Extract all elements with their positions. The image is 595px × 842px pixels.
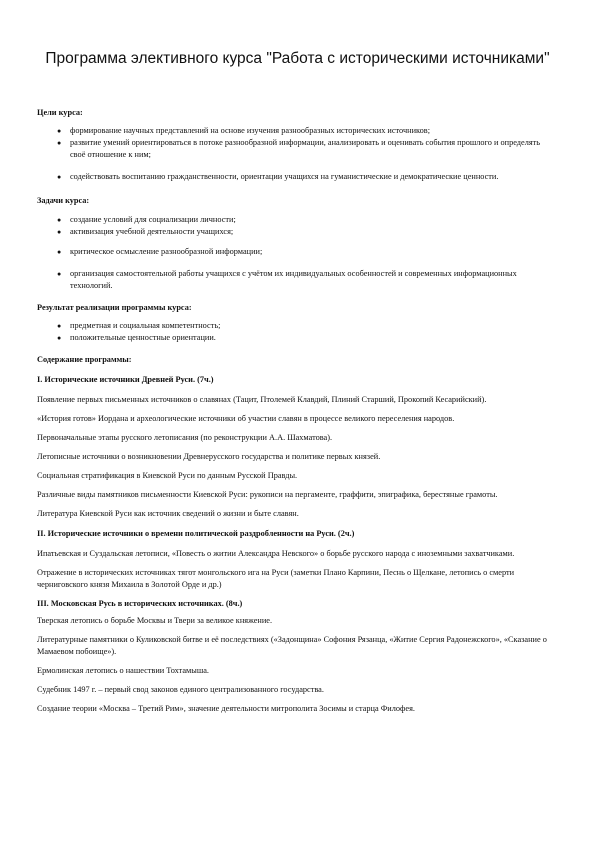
document-body xyxy=(37,107,557,715)
list-item: ● организация самостоятельной работы учащихся с учётом их индивидуальных особенностей и современных информационных технологий. xyxy=(57,269,517,290)
tasks-heading: Задачи курса: xyxy=(37,196,90,205)
list-item: ● развитие умений ориентироваться в потоке разнообразной информации, анализировать и оценивать события прошлого и определять своё отношение к ним; xyxy=(57,138,541,159)
section-2-title: II. Исторические источники о времени политической раздробленности на Руси. (2ч.) xyxy=(37,529,355,538)
paragraph: Отражение в исторических источниках тягот монгольского ига на Руси (заметки Плано Карпини, Песнь о Щелкане, летопись о смерти черниговского князя Михаила в Золотой Орде и др.) xyxy=(37,568,515,589)
bullet-icon: ● xyxy=(57,173,62,181)
list-item: ● активизация учебной деятельности учащихся; xyxy=(57,227,234,236)
bullet-icon: ● xyxy=(57,216,62,224)
list-item: ● положительные ценностные ориентации. xyxy=(57,333,216,342)
list-item: ● создание условий для социализации личности; xyxy=(57,215,236,224)
paragraph: Создание теории «Москва – Третий Рим», значение деятельности митрополита Зосимы и старца Филофея. xyxy=(37,704,415,713)
goals-list xyxy=(37,125,557,183)
list-item: ● предметная и социальная компетентность; xyxy=(57,321,221,330)
list-item: ● формирование научных представлений на основе изучения разнообразных исторических источников; xyxy=(57,126,431,135)
paragraph: «История готов» Иордана и археологические источники об участии славян в процессе великого переселения народов. xyxy=(37,414,455,423)
paragraph: Литературные памятники о Куликовской битве и её последствиях («Задонщина» Софония Рязанца, «Житие Сергия Радонежского», «Сказание о Мамаевом побоище»). xyxy=(37,635,547,656)
bullet-icon: ● xyxy=(57,228,62,236)
bullet-icon: ● xyxy=(57,248,62,256)
paragraph: Появление первых письменных источников о славянах (Тацит, Птолемей Клавдий, Плиний Старший, Прокопий Кесарийский). xyxy=(37,395,487,404)
bullet-icon: ● xyxy=(57,127,62,135)
bullet-icon: ● xyxy=(57,139,62,147)
paragraph: Судебник 1497 г. – первый свод законов единого централизованного государства. xyxy=(37,685,324,694)
bullet-icon: ● xyxy=(57,270,62,278)
list-item: ● критическое осмысление разнообразной информации; xyxy=(57,247,263,256)
bullet-icon: ● xyxy=(57,322,62,330)
list-item: ● содействовать воспитанию гражданственности, ориентации учащихся на гуманистические и демократические ценности. xyxy=(57,172,499,181)
contents-heading: Содержание программы: xyxy=(37,355,132,364)
paragraph: Различные виды памятников письменности Киевской Руси: рукописи на пергаменте, граффити, эпиграфика, берестяные грамоты. xyxy=(37,490,498,499)
paragraph: Летописные источники о возникновении Древнерусского государства и политике первых князей. xyxy=(37,452,381,461)
document-title: Программа элективного курса "Работа с историческими источниками" xyxy=(45,50,550,67)
section-1-title: I. Исторические источники Древней Руси. (7ч.) xyxy=(37,375,214,384)
tasks-list xyxy=(37,214,557,292)
paragraph: Социальная стратификация в Киевской Руси по данным Русской Правды. xyxy=(37,471,298,480)
paragraph: Первоначальные этапы русского летописания (по реконструкции А.А. Шахматова). xyxy=(37,433,333,442)
paragraph: Ипатьевская и Суздальская летописи, «Повесть о житии Александра Невского» о борьбе русского народа с иноземными захватчиками. xyxy=(37,549,515,558)
goals-heading: Цели курса: xyxy=(37,108,83,117)
results-list xyxy=(37,320,557,344)
section-3-title: III. Московская Русь в исторических источниках. (8ч.) xyxy=(37,599,243,608)
paragraph: Ермолинская летопись о нашествии Тохтамыша. xyxy=(37,666,209,675)
bullet-icon: ● xyxy=(57,334,62,342)
results-heading: Результат реализации программы курса: xyxy=(37,303,192,312)
paragraph: Тверская летопись о борьбе Москвы и Твери за великое княжение. xyxy=(37,616,273,625)
paragraph: Литература Киевской Руси как источник сведений о жизни и быте славян. xyxy=(37,509,299,518)
